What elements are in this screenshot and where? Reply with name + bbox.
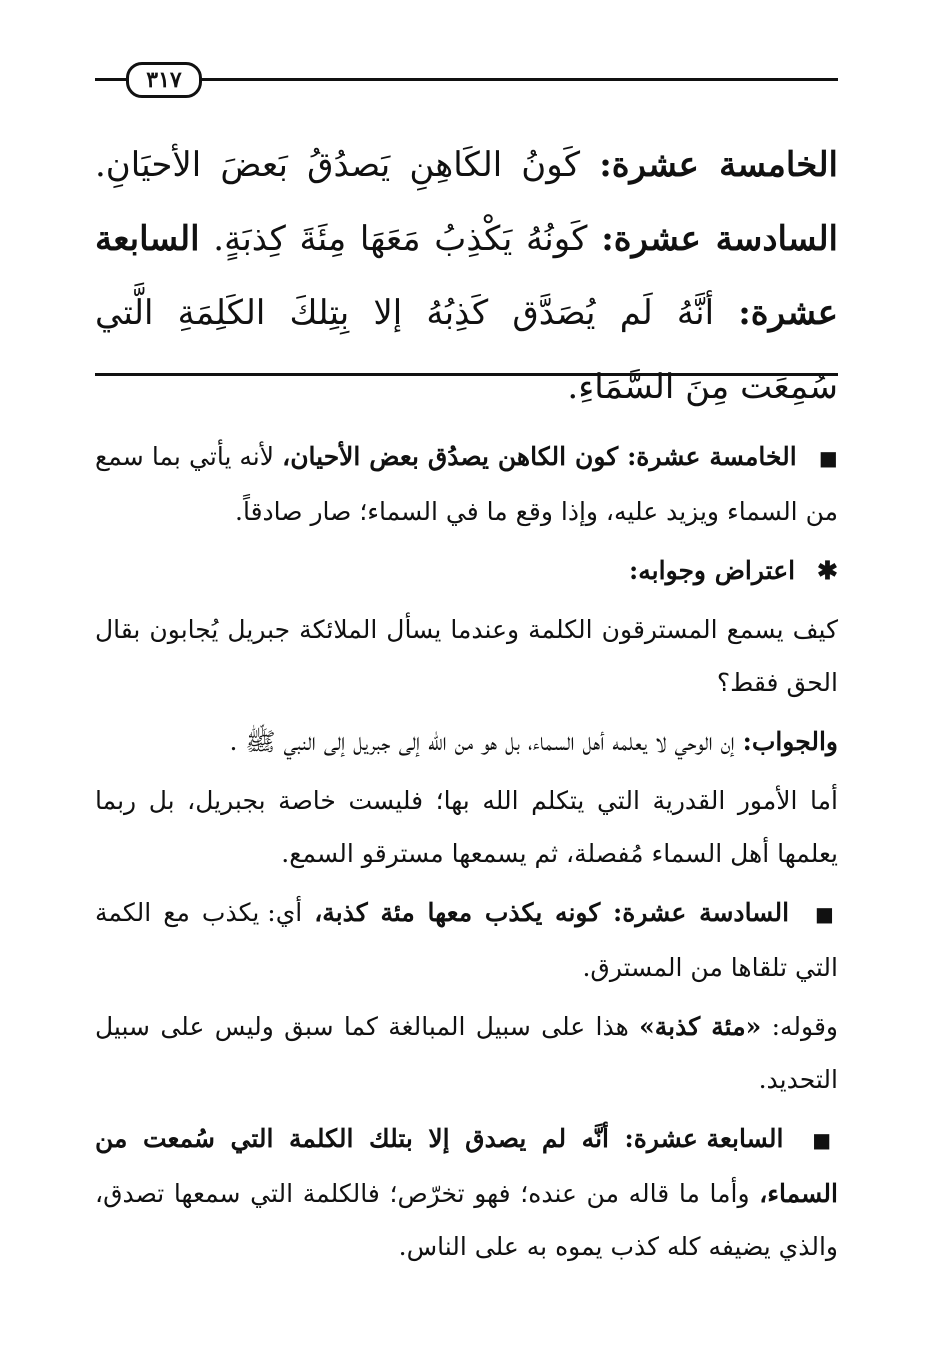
paragraph-text: إن الوحي لا يعلمه أهل السماء، بل هو من الله إلى جبريل إلى النبي ﷺ . bbox=[229, 727, 735, 756]
commentary-paragraph bbox=[95, 603, 838, 709]
subheading bbox=[95, 544, 838, 597]
paragraph-heading: السابعة عشرة: أنَّه لم يصدق إلا بتلك الكلمة التي سُمعت من السماء، bbox=[95, 1124, 838, 1208]
objection-heading: اعتراض وجوابه: bbox=[629, 556, 796, 585]
quoted-phrase: «مئة كذبة» bbox=[639, 1012, 762, 1041]
commentary-paragraph bbox=[95, 1000, 838, 1106]
paragraph-text: هذا على سبيل المبالغة كما سبق وليس على سبيل التحديد. bbox=[95, 1012, 838, 1094]
commentary-block bbox=[95, 430, 838, 1279]
answer-label: والجواب: bbox=[742, 727, 838, 756]
commentary-paragraph bbox=[95, 1112, 838, 1273]
paragraph-heading: الخامسة عشرة: كون الكاهن يصدُق بعض الأحيان، bbox=[282, 442, 797, 471]
square-bullet-icon: ■ bbox=[812, 1128, 838, 1152]
matn-text: بِتِلكَ الكَلِمَةِ الَّتي سُمِعَت مِنَ السَّمَاءِ. bbox=[95, 293, 838, 407]
commentary-paragraph bbox=[95, 430, 838, 538]
paragraph-text: وأما ما قاله من عنده؛ فهو تخرّص؛ فالكلمة التي سمعها تصدق، والذي يضيفه كله كذب يموه به على الناس. bbox=[95, 1179, 838, 1261]
paragraph-text: أي: يكذب مع الكمة التي تلقاها من المسترق. bbox=[95, 898, 838, 982]
asterisk-icon: ✱ bbox=[817, 556, 838, 585]
square-bullet-icon: ■ bbox=[815, 902, 838, 926]
matn-heading-17: السابعة عشرة: bbox=[95, 219, 838, 333]
matn-text: أنَّهُ لَم يُصَدَّق كَذِبُهُ إلا bbox=[373, 293, 715, 333]
commentary-paragraph bbox=[95, 715, 838, 768]
matn-heading-15: الخامسة عشرة: bbox=[599, 145, 838, 185]
matn-text: كَونُهُ يَكْذِبُ مَعَهَا مِئَةَ كِذبَةٍ. bbox=[213, 219, 588, 259]
paragraph-text: وقوله: bbox=[771, 1012, 838, 1041]
matn-text-block bbox=[95, 128, 838, 424]
matn-heading-16: السادسة عشرة: bbox=[601, 219, 839, 259]
commentary-paragraph bbox=[95, 886, 838, 994]
matn-text: كَونُ الكَاهِنِ يَصدُقُ بَعضَ الأحيَانِ. bbox=[95, 145, 581, 185]
section-separator bbox=[95, 373, 838, 376]
page-number-badge: ٣١٧ bbox=[126, 62, 202, 98]
paragraph-heading: السادسة عشرة: كونه يكذب معها مئة كذبة، bbox=[314, 898, 790, 927]
paragraph-text: أما الأمور القدرية التي يتكلم الله بها؛ فليست خاصة بجبريل، بل ربما يعلمها أهل السماء مُفصلة، ثم يسمعها مسترقو السمع. bbox=[95, 786, 838, 868]
header-rule bbox=[95, 78, 838, 81]
paragraph-text: لأنه يأتي بما سمع من السماء ويزيد عليه، وإذا وقع ما في السماء؛ صار صادقاً. bbox=[95, 442, 838, 526]
commentary-paragraph bbox=[95, 774, 838, 880]
square-bullet-icon: ■ bbox=[818, 446, 838, 470]
paragraph-text: كيف يسمع المسترقون الكلمة وعندما يسأل الملائكة جبريل يُجابون بقال الحق فقط؟ bbox=[95, 615, 838, 697]
